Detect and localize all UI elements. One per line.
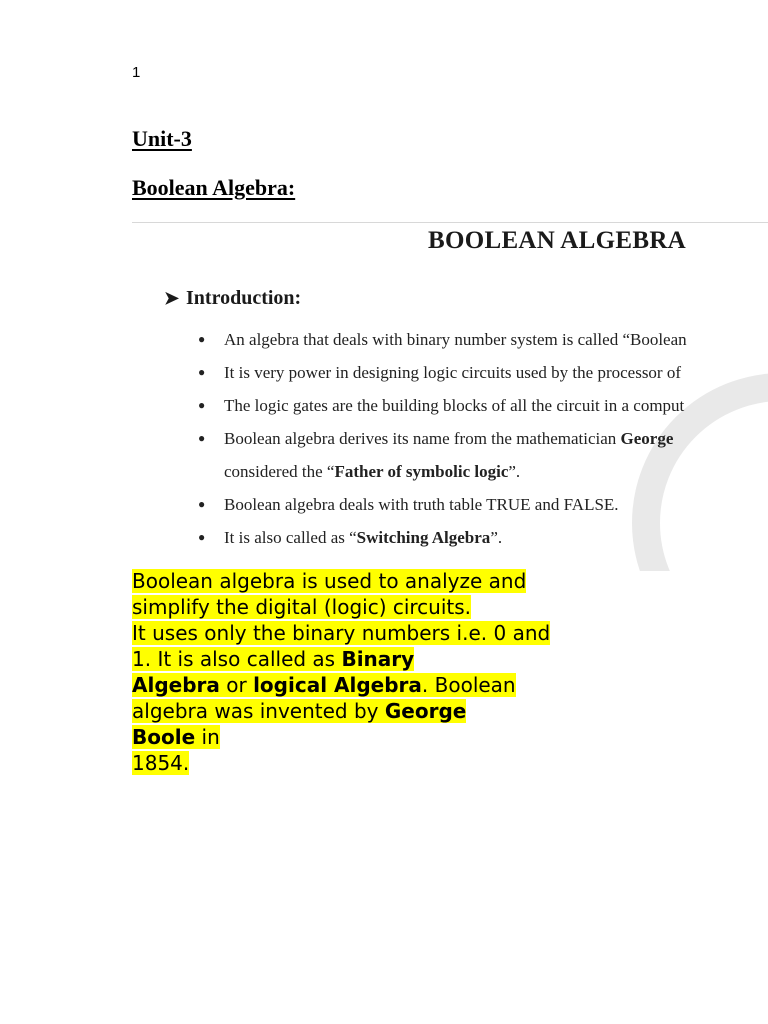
bullet-dot-icon: ● xyxy=(198,530,206,544)
section-heading: Boolean Algebra: xyxy=(132,175,296,200)
scan-bold-term: Father of symbolic logic xyxy=(334,462,509,481)
para-bold-term: Algebra xyxy=(132,673,220,697)
scan-bullet-item xyxy=(194,521,687,554)
highlighted-paragraph xyxy=(132,568,632,776)
bullet-dot-icon: ● xyxy=(198,431,206,445)
para-line: Boolean algebra is used to analyze and xyxy=(132,569,527,593)
scan-bullet-list xyxy=(194,323,687,554)
page-number: 1 xyxy=(132,64,141,81)
para-line: . Boolean xyxy=(421,673,516,697)
bullet-dot-icon: ● xyxy=(198,497,206,511)
scan-bullet-item xyxy=(194,488,687,521)
scan-bullet-item xyxy=(194,323,687,356)
scan-text: The logic gates are the building blocks of all the circuit in a comput xyxy=(224,396,685,415)
scan-intro-heading xyxy=(164,287,301,310)
scan-text: Boolean algebra derives its name from the mathematician xyxy=(224,429,621,448)
scan-bold-term: George xyxy=(620,429,674,448)
intro-heading-text: Introduction: xyxy=(186,287,302,309)
unit-heading: Unit-3 xyxy=(132,126,192,151)
para-line: It uses only the binary numbers i.e. 0 and xyxy=(132,621,551,645)
scan-text: Boolean algebra deals with truth table TRUE and FALSE. xyxy=(224,495,619,514)
para-bold-term: logical Algebra xyxy=(253,673,422,697)
bullet-dot-icon: ● xyxy=(198,365,206,379)
bullet-dot-icon: ● xyxy=(198,332,206,346)
para-line: algebra was invented by xyxy=(132,699,385,723)
scan-text: It is very power in designing logic circuits used by the processor of xyxy=(224,363,682,382)
bullet-dot-icon: ● xyxy=(198,398,206,412)
para-bold-term: George xyxy=(384,699,467,723)
arrow-bullet-icon: ➤ xyxy=(164,288,180,308)
scan-text: considered the “ xyxy=(224,462,335,481)
para-line: simplify the digital (logic) circuits. xyxy=(132,595,472,619)
para-line: in xyxy=(195,725,220,749)
scan-bullet-item xyxy=(194,455,687,488)
scan-bullet-item xyxy=(194,389,687,422)
scan-text: ”. xyxy=(508,462,521,481)
para-bold-term: Binary xyxy=(341,647,415,671)
para-line: 1. It is also called as xyxy=(132,647,342,671)
scan-bullet-item xyxy=(194,422,687,455)
para-bold-term: Boole xyxy=(132,725,196,749)
scan-title: BOOLEAN ALGEBRA xyxy=(428,227,687,254)
para-line: 1854. xyxy=(132,751,190,775)
scan-bullet-item xyxy=(194,356,687,389)
para-line: or xyxy=(219,673,254,697)
scan-text: It is also called as “ xyxy=(224,528,357,547)
scan-bold-term: Switching Algebra xyxy=(356,528,491,547)
scan-text: An algebra that deals with binary number system is called “Boolean xyxy=(224,330,687,349)
scan-text: ”. xyxy=(490,528,503,547)
embedded-scan-image xyxy=(132,222,768,571)
